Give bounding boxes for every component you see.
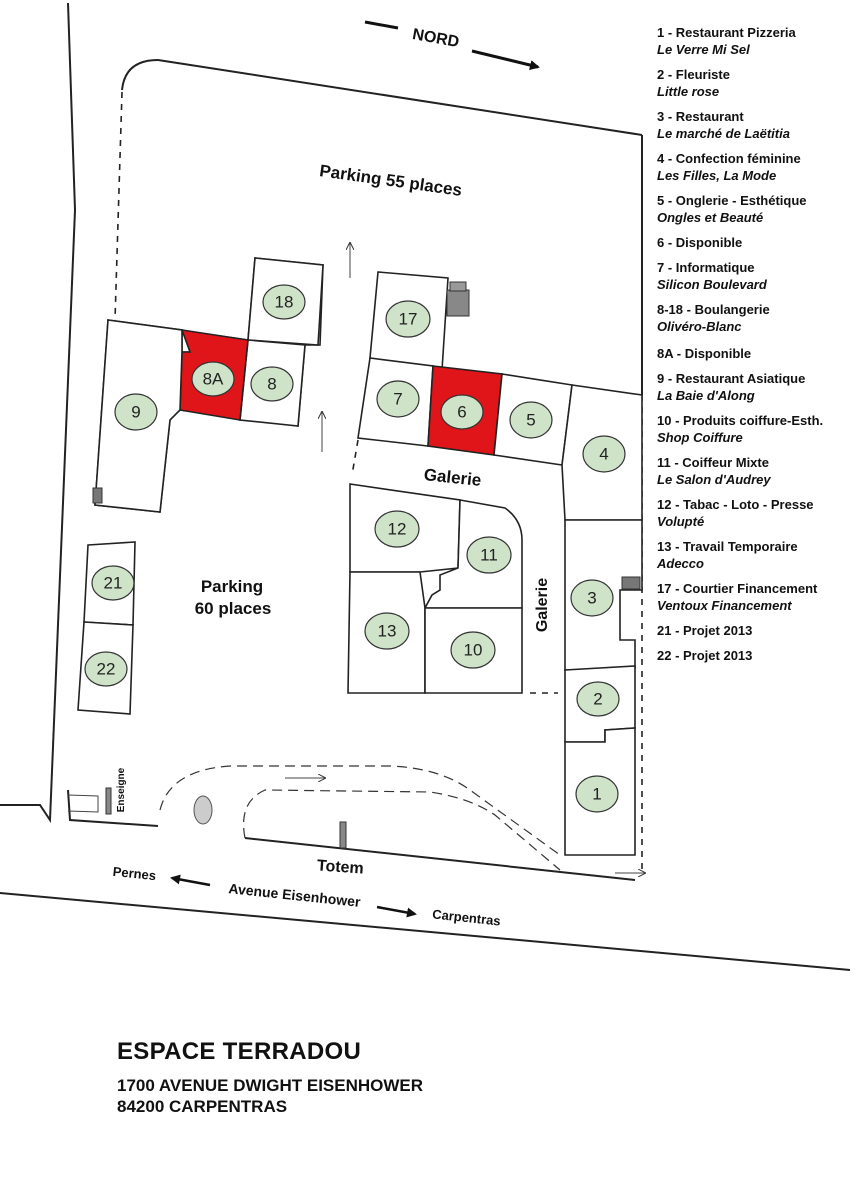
legend-item-title: 4 - Confection féminine	[657, 151, 801, 166]
legend-item	[657, 647, 862, 664]
legend-item	[657, 301, 862, 335]
unit-number-1: 1	[592, 784, 602, 804]
legend-item-title: 22 - Projet 2013	[657, 648, 753, 663]
legend-item-title: 1 - Restaurant Pizzeria	[657, 25, 796, 40]
address-line-1: 1700 AVENUE DWIGHT EISENHOWER	[117, 1076, 424, 1095]
unit-number-18: 18	[274, 292, 294, 312]
unit-number-12: 12	[387, 519, 407, 539]
footer-address	[117, 1038, 423, 1117]
legend-item-title: 8A - Disponible	[657, 346, 752, 361]
legend-item	[657, 496, 862, 530]
legend-item-title: 9 - Restaurant Asiatique	[657, 371, 806, 386]
entry-lane	[160, 766, 560, 855]
legend-item	[657, 622, 862, 639]
legend-item-title: 12 - Tabac - Loto - Presse	[657, 497, 814, 512]
legend-item	[657, 108, 862, 142]
legend-item-business-name: Adecco	[657, 556, 704, 571]
north-boundary	[158, 60, 642, 135]
road-west-arrow	[172, 878, 210, 885]
parking-north-label: Parking 55 places	[318, 161, 464, 200]
legend-item-title: 6 - Disponible	[657, 235, 743, 250]
unit-number-13: 13	[377, 621, 397, 641]
legend-item-title: 11 - Coiffeur Mixte	[657, 455, 769, 470]
legend-item-title: 10 - Produits coiffure-Esth.	[657, 413, 824, 428]
legend-item	[657, 24, 862, 58]
front-road-south-edge	[0, 893, 850, 970]
legend-item-title: 13 - Travail Temporaire	[657, 539, 798, 554]
parking-west-label-line2: 60 places	[194, 599, 272, 618]
legend-item-title: 7 - Informatique	[657, 260, 755, 275]
road-east-arrow	[377, 907, 415, 914]
legend-item-title: 8-18 - Boulangerie	[657, 302, 770, 317]
site-title: ESPACE TERRADOU	[117, 1038, 362, 1065]
unit-number-8a: 8A	[202, 369, 224, 389]
unit-number-8: 8	[267, 374, 277, 394]
compass-arrow	[472, 51, 538, 67]
legend-item	[657, 345, 862, 362]
legend-item	[657, 150, 862, 184]
legend-item-business-name: Le Salon d'Audrey	[657, 472, 771, 487]
galerie-label-horizontal: Galerie	[422, 465, 483, 490]
legend-item-title: 5 - Onglerie - Esthétique	[657, 193, 807, 208]
legend	[657, 24, 862, 672]
unit-number-21: 21	[103, 573, 123, 593]
legend-item-title: 3 - Restaurant	[657, 109, 744, 124]
legend-item-title: 17 - Courtier Financement	[657, 581, 818, 596]
exit-lane	[244, 790, 560, 870]
legend-item	[657, 192, 862, 226]
road-west-destination: Pernes	[112, 863, 157, 884]
galerie-label-vertical: Galerie	[534, 577, 551, 633]
unit-number-11: 11	[480, 545, 498, 565]
unit-number-7: 7	[393, 389, 403, 409]
unit-number-3: 3	[587, 588, 597, 608]
address-line-2: 84200 CARPENTRAS	[117, 1097, 288, 1116]
legend-item-title: 21 - Projet 2013	[657, 623, 753, 638]
galerie-dashed-north	[352, 440, 358, 475]
legend-item-business-name: Olivéro-Blanc	[657, 319, 742, 334]
unit-number-6: 6	[457, 402, 467, 422]
legend-item-business-name: Le Verre Mi Sel	[657, 42, 750, 57]
compass-line-left	[365, 22, 398, 28]
unit-number-22: 22	[96, 659, 116, 679]
legend-item-business-name: Shop Coiffure	[657, 430, 743, 445]
road-name: Avenue Eisenhower	[227, 880, 362, 910]
compass-label: NORD	[411, 26, 461, 52]
utility-box-north-top	[450, 282, 466, 291]
road-east-destination: Carpentras	[431, 906, 502, 929]
west-street-line	[10, 3, 75, 820]
unit-number-2: 2	[593, 689, 603, 709]
legend-item	[657, 412, 862, 446]
unit-number-10: 10	[463, 640, 483, 660]
legend-item-business-name: La Baie d'Along	[657, 388, 755, 403]
legend-item	[657, 538, 862, 572]
legend-item	[657, 234, 862, 251]
enseigne-box	[68, 795, 98, 812]
legend-item-business-name: Silicon Boulevard	[657, 277, 767, 292]
legend-item-business-name: Les Filles, La Mode	[657, 168, 777, 183]
utility-box-east	[622, 577, 640, 589]
northwest-corner-curve	[122, 60, 158, 90]
totem-label: Totem	[316, 857, 365, 878]
legend-item	[657, 370, 862, 404]
parking-west-label-line1: Parking	[200, 577, 264, 596]
enseigne-sign	[106, 788, 111, 814]
legend-item-business-name: Volupté	[657, 514, 705, 529]
northwest-dashed-edge	[115, 92, 122, 320]
legend-item	[657, 580, 862, 614]
legend-item	[657, 454, 862, 488]
legend-item-business-name: Ongles et Beauté	[657, 210, 764, 225]
utility-box-west	[93, 488, 102, 503]
totem-sign	[340, 822, 346, 848]
legend-item	[657, 259, 862, 293]
legend-item-title: 2 - Fleuriste	[657, 67, 730, 82]
utility-box-north	[447, 290, 469, 316]
unit-number-17: 17	[398, 309, 418, 329]
legend-item-business-name: Little rose	[657, 84, 720, 99]
legend-item-business-name: Ventoux Financement	[657, 598, 792, 613]
enseigne-label: Enseigne	[116, 767, 127, 813]
unit-number-9: 9	[131, 402, 141, 422]
roundabout-island	[194, 796, 212, 824]
legend-item	[657, 66, 862, 100]
unit-number-4: 4	[599, 444, 609, 464]
unit-number-5: 5	[526, 410, 536, 430]
legend-item-business-name: Le marché de Laëtitia	[657, 126, 790, 141]
